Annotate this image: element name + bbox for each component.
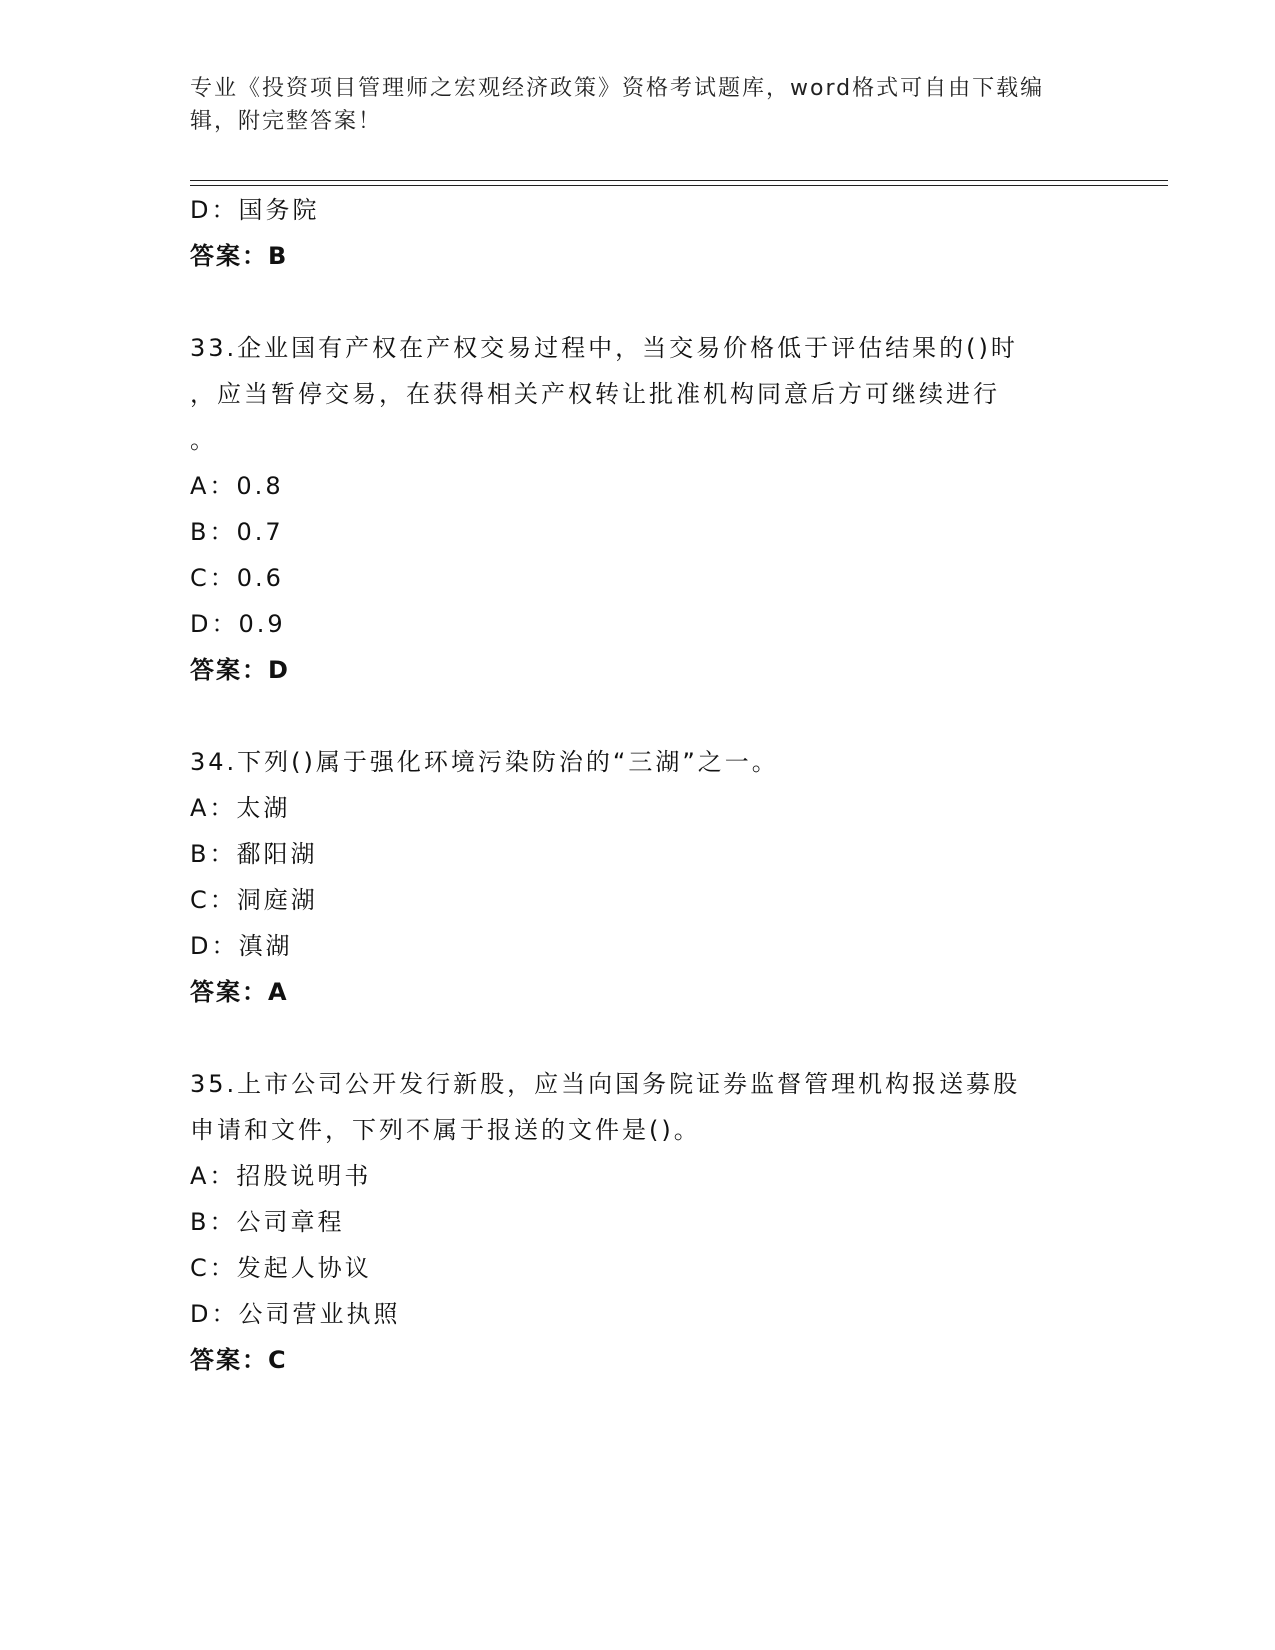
stem-line: 申请和文件，下列不属于报送的文件是()。 [190, 1116, 701, 1144]
stem-line: ，应当暂停交易，在获得相关产权转让批准机构同意后方可继续进行 [190, 380, 1000, 408]
prev-answer: 答案：B [190, 242, 289, 270]
question-stem [190, 739, 1090, 785]
option-c: C：0.6 [190, 564, 284, 592]
spacer [190, 1015, 1090, 1061]
option-d: D：滇湖 [190, 932, 293, 960]
question-stem [190, 1061, 1090, 1153]
stem-line: 35.上市公司公开发行新股，应当向国务院证券监督管理机构报送募股 [190, 1070, 1021, 1098]
prev-option-d: D：国务院 [190, 196, 320, 224]
header-rule-top [190, 180, 1168, 181]
option-a: A：太湖 [190, 794, 291, 822]
option-b: B：鄱阳湖 [190, 840, 318, 868]
option-a: A：招股说明书 [190, 1162, 372, 1190]
question-block-33 [190, 325, 1090, 693]
header-line-2: 辑，附完整答案！ [190, 109, 383, 134]
header-line-1: 专业《投资项目管理师之宏观经济政策》资格考试题库，word格式可自由下载编 [190, 76, 1045, 101]
option-d: D：公司营业执照 [190, 1300, 401, 1328]
option-a: A：0.8 [190, 472, 284, 500]
question-block-34 [190, 739, 1090, 1015]
option-d: D：0.9 [190, 610, 286, 638]
question-block-35 [190, 1061, 1090, 1383]
option-b: B：0.7 [190, 518, 284, 546]
stem-line: 34.下列()属于强化环境污染防治的“三湖”之一。 [190, 748, 779, 776]
page-header [190, 72, 1090, 138]
stem-line: 。 [190, 426, 217, 454]
question-list [190, 187, 1090, 1383]
spacer [190, 279, 1090, 325]
option-b: B：公司章程 [190, 1208, 345, 1236]
option-c: C：洞庭湖 [190, 886, 318, 914]
header-rule-bottom [190, 185, 1168, 186]
answer: 答案：D [190, 656, 290, 684]
spacer [190, 693, 1090, 739]
answer: 答案：C [190, 1346, 288, 1374]
stem-line: 33.企业国有产权在产权交易过程中，当交易价格低于评估结果的()时 [190, 334, 1018, 362]
option-c: C：发起人协议 [190, 1254, 372, 1282]
answer: 答案：A [190, 978, 289, 1006]
question-stem [190, 325, 1090, 463]
